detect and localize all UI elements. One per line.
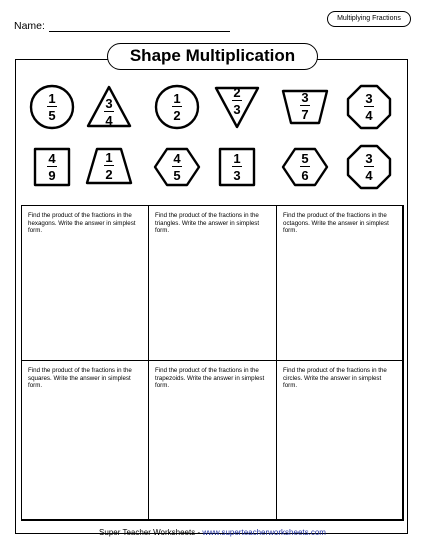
denominator: 9 [48, 168, 56, 183]
numerator: 1 [105, 150, 113, 165]
fraction-bar [232, 100, 242, 101]
numerator: 3 [365, 91, 373, 106]
denominator: 3 [233, 102, 241, 117]
numerator: 1 [233, 151, 241, 166]
triangle-shape-2 [85, 83, 133, 131]
answer-box-hexagons[interactable]: Find the product of the fractions in the hexagons. Write the answer in simplest form. [21, 205, 149, 361]
numerator: 3 [301, 90, 309, 105]
denominator: 5 [48, 108, 56, 123]
footer [0, 528, 425, 537]
fraction [213, 152, 261, 182]
numerator: 3 [105, 96, 113, 111]
numerator: 4 [173, 151, 181, 166]
fraction-bar [364, 166, 374, 167]
octagon-shape-12 [345, 143, 393, 191]
hexagon-shape-11 [281, 143, 329, 191]
page-title: Shape Multiplication [107, 43, 318, 70]
trapezoid-shape-8 [85, 143, 133, 191]
circle-shape-3 [153, 83, 201, 131]
fraction-bar [104, 165, 114, 166]
numerator: 2 [233, 85, 241, 100]
circle-shape-1 [28, 83, 76, 131]
fraction-bar [300, 105, 310, 106]
trapezoid-inverted-shape-5 [281, 83, 329, 131]
footer-text: Super Teacher Worksheets - [99, 528, 203, 537]
fraction [213, 86, 261, 116]
fraction-bar [172, 166, 182, 167]
fraction [345, 152, 393, 182]
fraction [85, 151, 133, 181]
denominator: 7 [301, 107, 309, 122]
topic-badge: Multiplying Fractions [327, 11, 411, 27]
hexagon-shape-9 [153, 143, 201, 191]
octagon-shape-6 [345, 83, 393, 131]
denominator: 6 [301, 168, 309, 183]
fraction [281, 152, 329, 182]
denominator: 2 [173, 108, 181, 123]
answer-box-triangles[interactable]: Find the product of the fractions in the triangles. Write the answer in simplest form. [148, 205, 277, 361]
fraction [28, 152, 76, 182]
fraction-bar [47, 166, 57, 167]
fraction-bar [364, 106, 374, 107]
numerator: 3 [365, 151, 373, 166]
denominator: 4 [365, 108, 373, 123]
numerator: 1 [48, 91, 56, 106]
answer-box-trapezoids[interactable]: Find the product of the fractions in the trapezoids. Write the answer in simplest form. [148, 360, 277, 520]
footer-url[interactable]: www.superteacherworksheets.com [202, 528, 326, 537]
fraction [153, 152, 201, 182]
answer-grid [21, 205, 404, 521]
name-line [49, 31, 230, 32]
fraction-bar [300, 166, 310, 167]
answer-box-octagons[interactable]: Find the product of the fractions in the octagons. Write the answer in simplest form. [276, 205, 403, 361]
fraction [85, 97, 133, 127]
denominator: 2 [105, 167, 113, 182]
fraction [281, 91, 329, 121]
fraction-bar [232, 166, 242, 167]
fraction [28, 92, 76, 122]
denominator: 4 [365, 168, 373, 183]
fraction-bar [104, 111, 114, 112]
square-shape-7 [28, 143, 76, 191]
denominator: 4 [105, 113, 113, 128]
denominator: 3 [233, 168, 241, 183]
numerator: 5 [301, 151, 309, 166]
inverted-triangle-shape-4 [213, 83, 261, 131]
numerator: 4 [48, 151, 56, 166]
answer-box-circles[interactable]: Find the product of the fractions in the circles. Write the answer in simplest form. [276, 360, 403, 520]
name-label: Name: [14, 20, 45, 32]
fraction-bar [47, 106, 57, 107]
square-shape-10 [213, 143, 261, 191]
answer-box-squares[interactable]: Find the product of the fractions in the squares. Write the answer in simplest form. [21, 360, 149, 520]
denominator: 5 [173, 168, 181, 183]
fraction-bar [172, 106, 182, 107]
numerator: 1 [173, 91, 181, 106]
fraction [153, 92, 201, 122]
fraction [345, 92, 393, 122]
